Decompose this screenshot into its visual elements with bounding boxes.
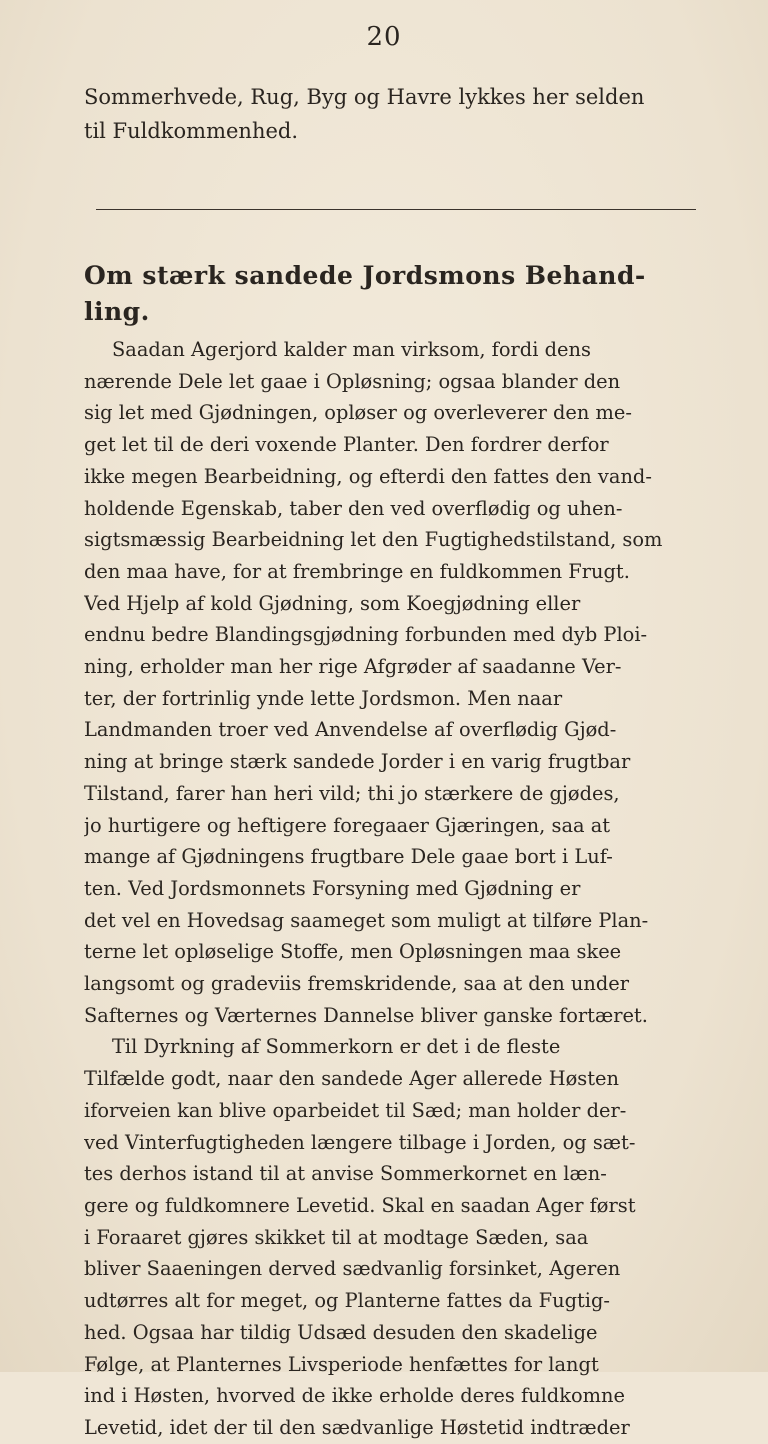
text-line: mange af Gjødningens frugtbare Dele gaae bort i Luf- bbox=[84, 845, 613, 869]
text-line: terne let opløselige Stoffe, men Opløsningen maa skee bbox=[84, 940, 622, 964]
text-line: endnu bedre Blandingsgjødning forbunden med dyb Ploi- bbox=[84, 623, 648, 647]
text-line: Ved Hjelp af kold Gjødning, som Koegjødning eller bbox=[84, 591, 581, 615]
text-line: Til Dyrkning af Sommerkorn er det i de fleste bbox=[112, 1035, 561, 1059]
text-line: Tilfælde godt, naar den sandede Ager allerede Høsten bbox=[84, 1067, 619, 1091]
section-divider bbox=[96, 209, 696, 210]
heading-line: ling. bbox=[84, 297, 150, 326]
text-line: sig let med Gjødningen, opløser og overleverer den me- bbox=[84, 401, 632, 425]
text-line: Saadan Agerjord kalder man virksom, fordi dens bbox=[112, 338, 591, 361]
text-line: det vel en Hovedsag saameget som muligt at tilføre Plan- bbox=[84, 908, 649, 932]
text-line: ind i Høsten, hvorved de ikke erholde deres fuldkomne bbox=[84, 1384, 625, 1408]
text-line: udtørres alt for meget, og Planterne fattes da Fugtig- bbox=[84, 1289, 610, 1313]
section-heading bbox=[84, 258, 696, 330]
text-line: til Fuldkommenhed. bbox=[84, 119, 299, 143]
text-line: bliver Saaeningen derved sædvanlig forsinket, Ageren bbox=[84, 1257, 621, 1281]
text-line: Safternes og Værternes Dannelse bliver ganske fortæret. bbox=[84, 1003, 648, 1027]
text-line: sigtsmæssig Bearbeidning let den Fugtighedstilstand, som bbox=[84, 528, 663, 552]
text-line: nærende Dele let gaae i Opløsning; ogsaa blander den bbox=[84, 369, 621, 393]
body-paragraphs bbox=[84, 334, 696, 1444]
text-line: Levetid, idet der til den sædvanlige Høstetid indtræder bbox=[84, 1415, 630, 1439]
text-line: Følge, at Planternes Livsperiode henfættes for langt bbox=[84, 1352, 599, 1376]
text-line: ikke megen Bearbeidning, og efterdi den fattes den vand- bbox=[84, 464, 652, 488]
text-line: Tilstand, farer han heri vild; thi jo stærkere de gjødes, bbox=[84, 781, 620, 805]
text-line: jo hurtigere og heftigere foregaaer Gjæringen, saa at bbox=[84, 813, 611, 837]
heading-line: Om stærk sandede Jordsmons Behand- bbox=[84, 261, 646, 290]
text-line: ter, der fortrinlig ynde lette Jordsmon. Men naar bbox=[84, 686, 563, 710]
text-line: gere og fuldkomnere Levetid. Skal en saadan Ager først bbox=[84, 1193, 636, 1217]
text-line: holdende Egenskab, taber den ved overflødig og uhen- bbox=[84, 496, 623, 520]
text-line: Sommerhvede, Rug, Byg og Havre lykkes her selden bbox=[84, 85, 645, 109]
text-line: ten. Ved Jordsmonnets Forsyning med Gjødning er bbox=[84, 876, 581, 900]
page-number: 20 bbox=[366, 22, 402, 52]
text-line: ning at bringe stærk sandede Jorder i en varig frugtbar bbox=[84, 750, 631, 774]
text-line: Landmanden troer ved Anvendelse af overflødig Gjød- bbox=[84, 718, 617, 742]
text-line: i Foraaret gjøres skikket til at modtage Sæden, saa bbox=[84, 1225, 589, 1249]
text-line: ning, erholder man her rige Afgrøder af saadanne Ver- bbox=[84, 655, 622, 679]
text-line: tes derhos istand til at anvise Sommerkornet en læn- bbox=[84, 1162, 607, 1186]
text-line: den maa have, for at frembringe en fuldkommen Frugt. bbox=[84, 559, 630, 583]
text-line: langsomt og gradeviis fremskridende, saa at den under bbox=[84, 972, 629, 996]
text-line: hed. Ogsaa har tildig Udsæd desuden den skadelige bbox=[84, 1320, 598, 1344]
text-line: get let til de deri voxende Planter. Den fordrer derfor bbox=[84, 433, 609, 457]
text-line: iforveien kan blive oparbeidet til Sæd; man holder der- bbox=[84, 1098, 627, 1122]
text-line: ved Vinterfugtigheden længere tilbage i Jorden, og sæt- bbox=[84, 1130, 636, 1154]
intro-paragraph bbox=[84, 80, 688, 148]
